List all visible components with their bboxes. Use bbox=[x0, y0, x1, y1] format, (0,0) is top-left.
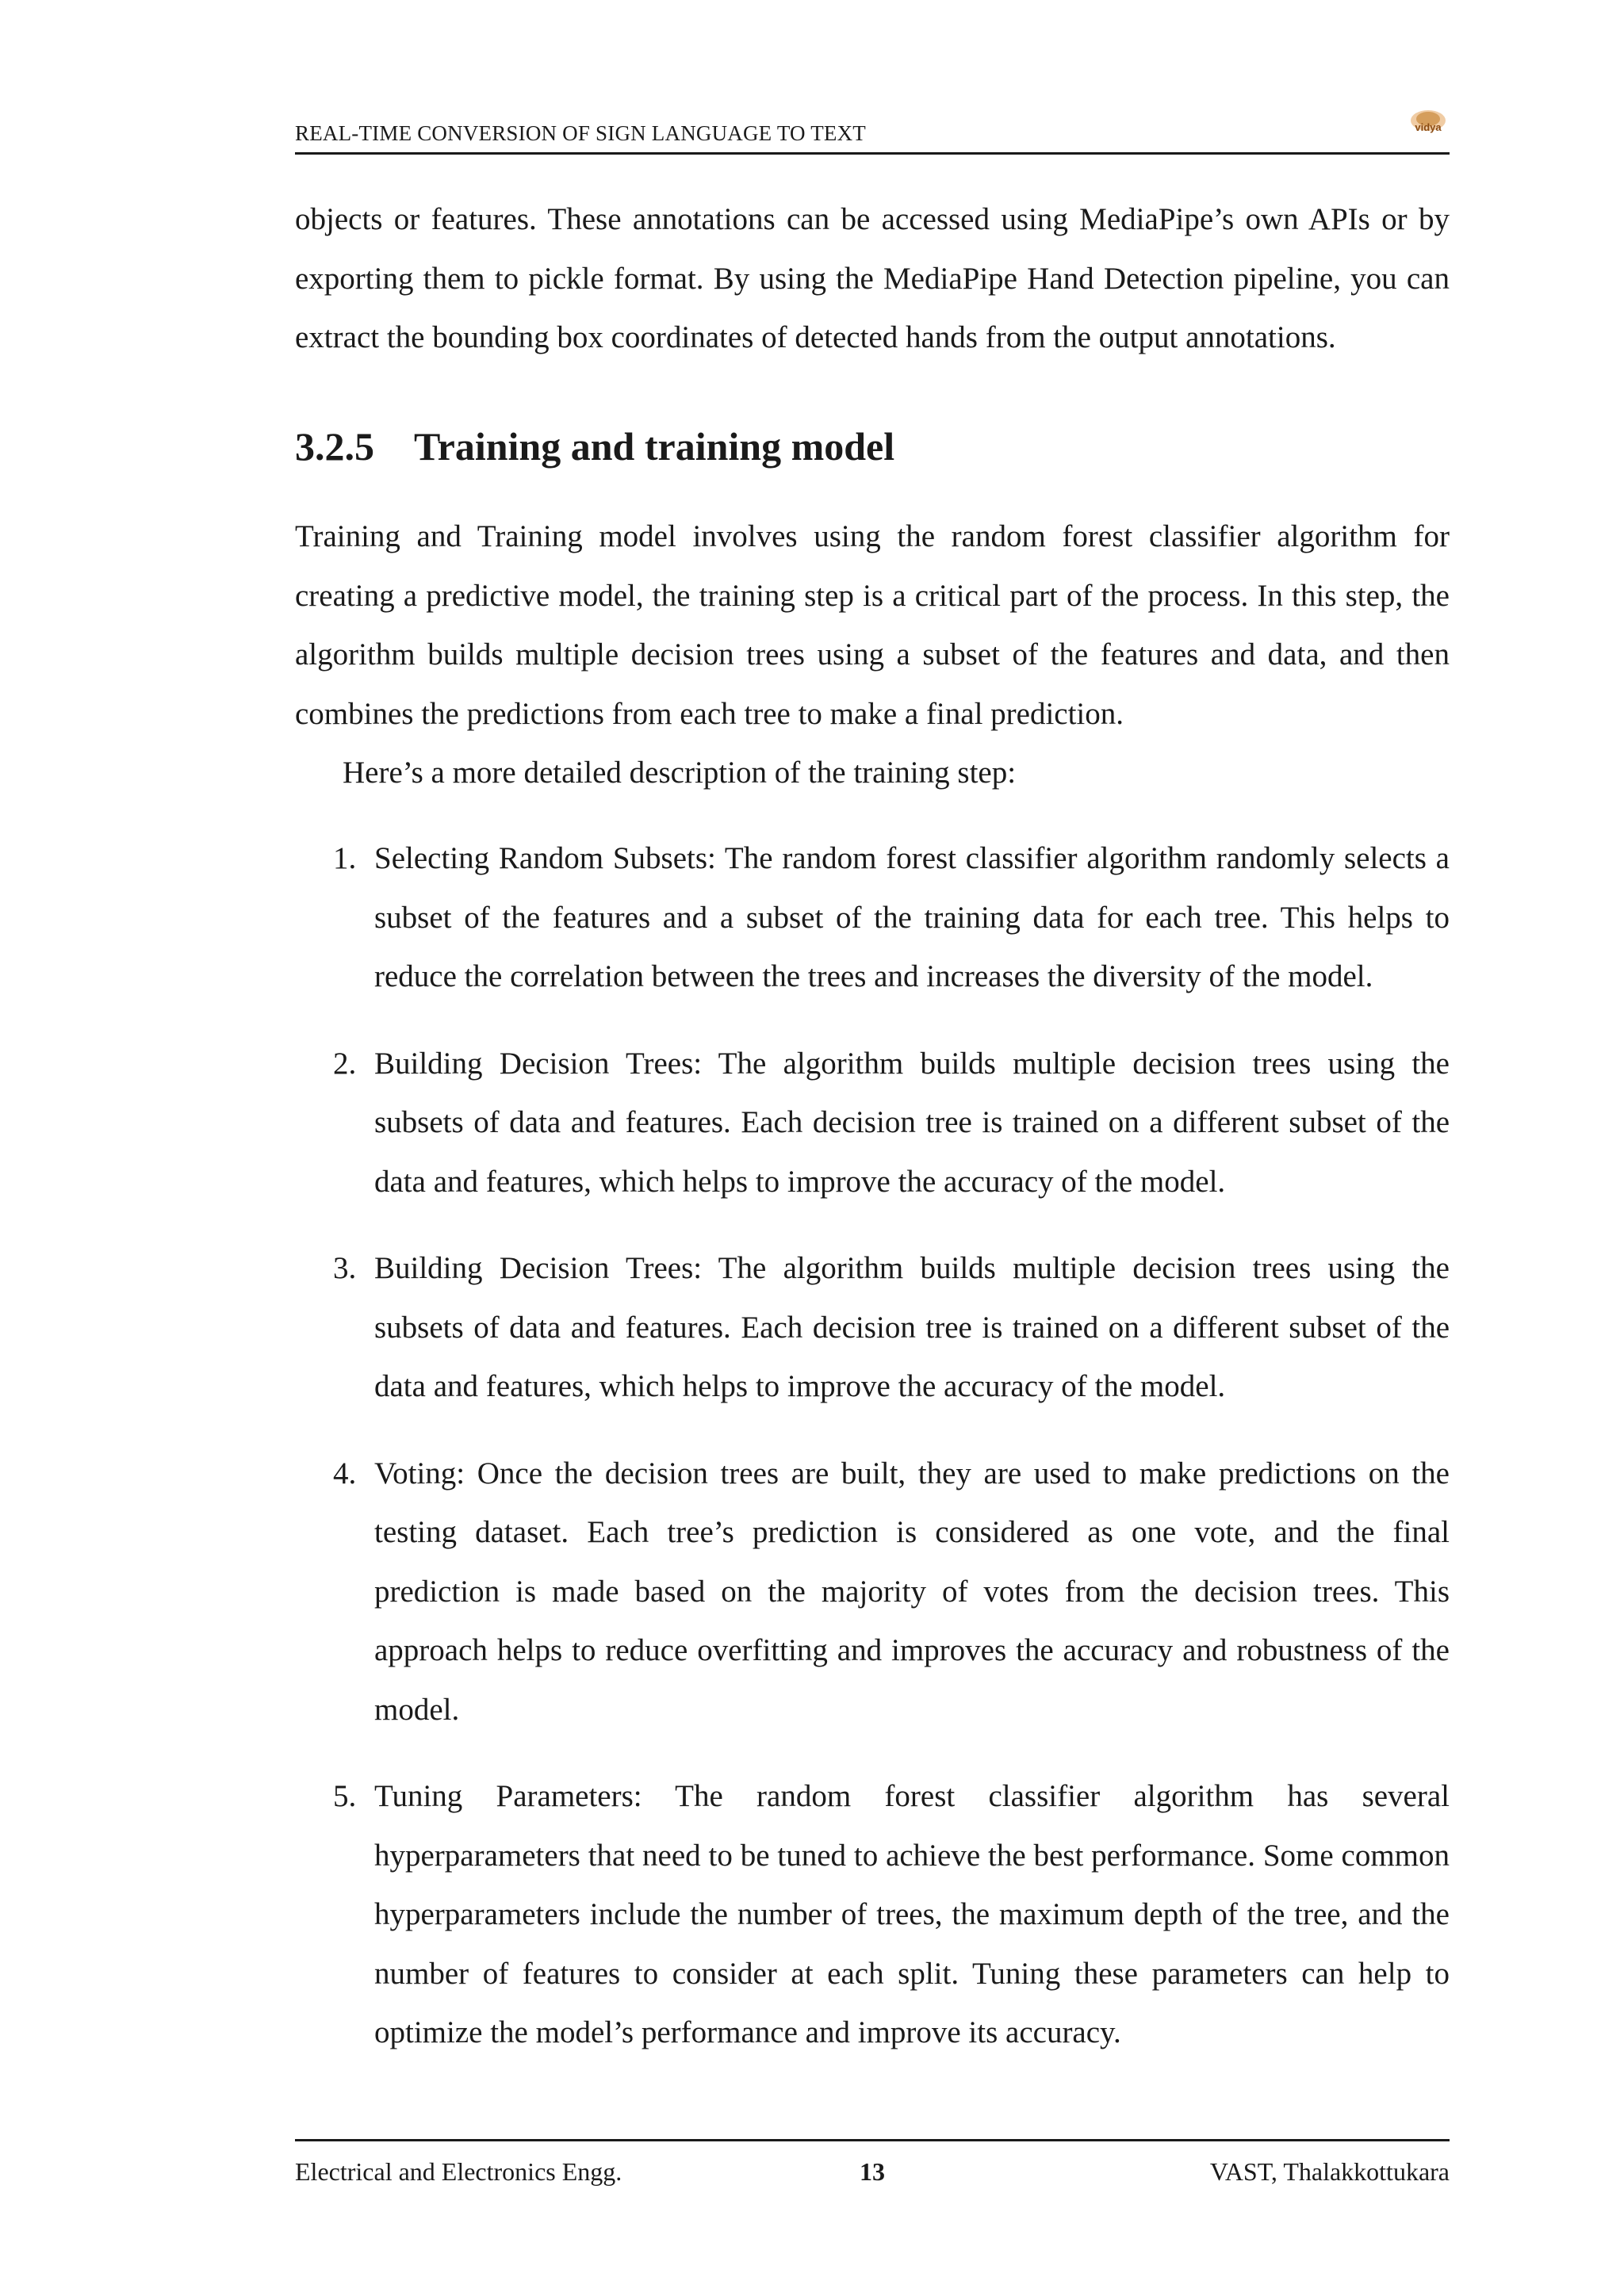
list-marker: 1. bbox=[333, 841, 357, 875]
section-heading bbox=[295, 423, 894, 469]
footer-institution: VAST, Thalakkottukara bbox=[1209, 2157, 1450, 2186]
section-paragraph: Training and Training model involves using the random forest classifier algorithm for creating a predictive model, the training step is a critical part of the process. In this step, the algorithm builds multiple decision trees using a subset of the features and data, and then combines the predictions from each tree to make a final prediction. bbox=[295, 519, 1450, 731]
list-marker: 5. bbox=[333, 1779, 357, 1813]
list-marker: 3. bbox=[333, 1251, 357, 1285]
page-header bbox=[295, 111, 1450, 155]
list-item-text: Building Decision Trees: The algorithm builds multiple decision trees using the subsets of data and features. Each decision tree is trained on a different subset of the data and features, which helps to improve the accuracy of the model. bbox=[374, 1046, 1450, 1199]
page-footer bbox=[295, 2139, 1450, 2189]
list-item-text: Tuning Parameters: The random forest classifier algorithm has several hyperparameters that need to be tuned to achieve the best performance. Some common hyperparameters include the number of trees, the maximum depth of the tree, and the number of features to consider at each split. Tuning these parameters can help to optimize the model’s performance and improve its accuracy. bbox=[374, 1779, 1450, 2049]
section-title: Training and training model bbox=[414, 424, 895, 469]
intro-paragraph: objects or features. These annotations can be accessed using MediaPipe’s own APIs or by exporting them to pickle format. By using the MediaPipe Hand Detection pipeline, you can extract the bounding box coordinates of detected hands from the output annotations. bbox=[295, 202, 1450, 354]
list-item bbox=[295, 1239, 1450, 1417]
training-steps-list bbox=[295, 829, 1450, 2091]
svg-text:vidya: vidya bbox=[1415, 121, 1442, 133]
running-title: REAL-TIME CONVERSION OF SIGN LANGUAGE TO TEXT bbox=[295, 121, 866, 145]
section-number: 3.2.5 bbox=[295, 424, 374, 469]
list-item bbox=[295, 1445, 1450, 1740]
list-marker: 2. bbox=[333, 1046, 357, 1081]
list-item bbox=[295, 829, 1450, 1007]
page-number: 13 bbox=[860, 2157, 885, 2186]
list-item bbox=[295, 1035, 1450, 1212]
list-intro: Here’s a more detailed description of the training step: bbox=[343, 756, 1017, 790]
list-item-text: Voting: Once the decision trees are built, they are used to make predictions on the testing dataset. Each tree’s prediction is considered as one vote, and the final prediction is made based on the majority of votes from the decision trees. This approach helps to reduce overfitting and improves the accuracy and robustness of the model. bbox=[374, 1456, 1450, 1727]
list-item-text: Selecting Random Subsets: The random forest classifier algorithm randomly selects a subset of the features and a subset of the training data for each tree. This helps to reduce the correlation between the trees and increases the diversity of the model. bbox=[374, 841, 1450, 993]
footer-department: Electrical and Electronics Engg. bbox=[295, 2157, 622, 2186]
list-item-text: Building Decision Trees: The algorithm builds multiple decision trees using the subsets of data and features. Each decision tree is trained on a different subset of the data and features, which helps to improve the accuracy of the model. bbox=[374, 1251, 1450, 1403]
vidya-logo bbox=[1407, 108, 1450, 138]
list-item bbox=[295, 1767, 1450, 2063]
list-marker: 4. bbox=[333, 1456, 357, 1490]
